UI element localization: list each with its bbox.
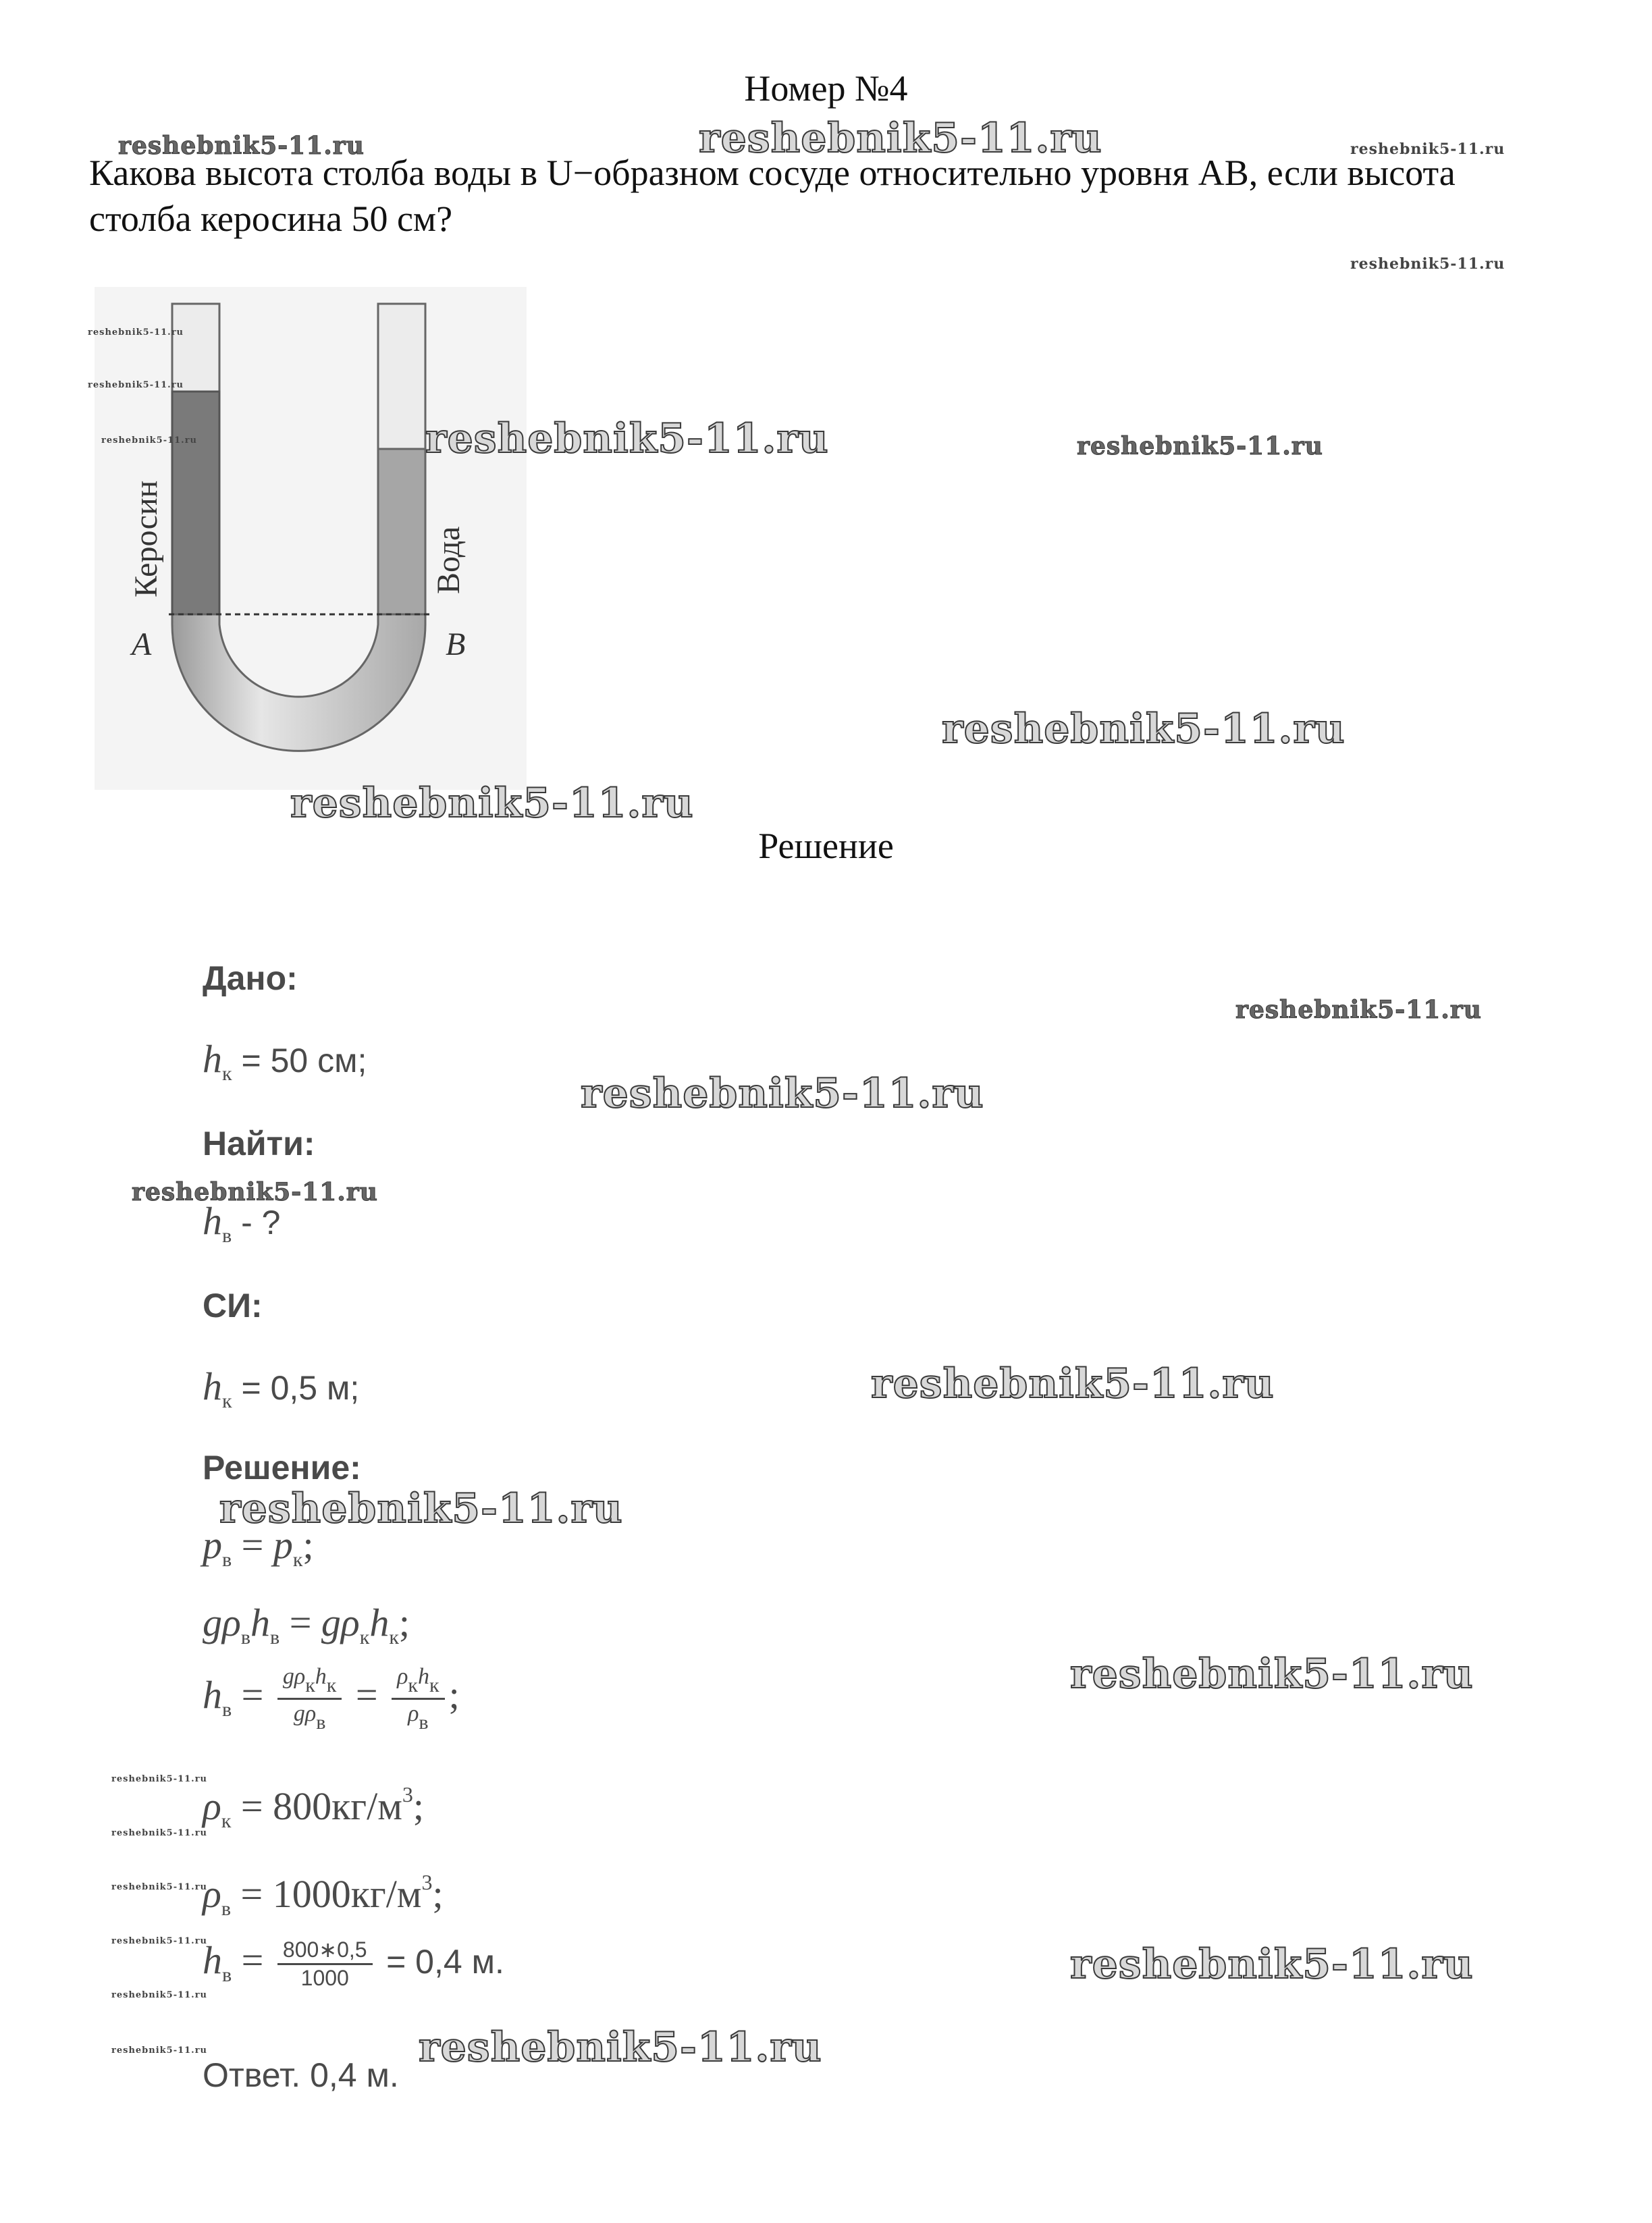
watermark: reshebnik5-11.ru (118, 132, 365, 160)
solution-label: Решение: (203, 1449, 361, 1487)
watermark: reshebnik5-11.ru (1077, 432, 1323, 460)
watermark: reshebnik5-11.ru (419, 2024, 822, 2071)
given-label: Дано: (203, 959, 298, 997)
watermark: reshebnik5-11.ru (1350, 140, 1506, 158)
eq-hydrostatic: $g\rho_вh_в = g\rho_кh_к$; (203, 1601, 410, 1649)
watermark: reshebnik5-11.ru (1350, 255, 1506, 273)
watermark: reshebnik5-11.ru (290, 780, 694, 827)
watermark: reshebnik5-11.ru (111, 2045, 208, 2056)
u-tube-diagram (95, 287, 527, 790)
u-tube-figure (95, 287, 527, 790)
eq-pressure: $p_в = p_к$; (203, 1523, 314, 1571)
watermark: reshebnik5-11.ru (1235, 996, 1482, 1024)
solution-heading: Решение (758, 826, 894, 866)
label-water: Вода (431, 526, 467, 594)
eq-rho-kerosene: $\rho_к = 800кг/м^3$; (203, 1782, 425, 1832)
watermark: reshebnik5-11.ru (871, 1360, 1275, 1408)
right-tube-top (378, 304, 425, 449)
label-point-a: A (132, 626, 152, 662)
watermark: reshebnik5-11.ru (88, 380, 184, 390)
si-label: СИ: (203, 1287, 263, 1324)
watermark: reshebnik5-11.ru (1070, 1941, 1474, 1988)
si-hk: $h_к = 0,5$ м; (203, 1364, 360, 1412)
u-tube-bottom (172, 614, 425, 751)
find-hv: $h_в$ - ? (203, 1199, 281, 1247)
given-hk: $h_к = 50$ см; (203, 1037, 367, 1085)
label-point-b: B (446, 626, 466, 662)
watermark: reshebnik5-11.ru (101, 435, 198, 446)
watermark: reshebnik5-11.ru (132, 1178, 378, 1206)
left-tube-top (172, 304, 219, 392)
watermark: reshebnik5-11.ru (699, 115, 1102, 162)
watermark: reshebnik5-11.ru (942, 705, 1345, 753)
eq-calculation: $h_в$ = $\frac{800∗0,5}{1000}$ = 0,4 м. (203, 1937, 504, 1991)
watermark: reshebnik5-11.ru (88, 327, 184, 338)
eq-rho-water: $\rho_в = 1000кг/м^3$; (203, 1870, 444, 1920)
watermark: reshebnik5-11.ru (111, 1936, 208, 1946)
watermark: reshebnik5-11.ru (111, 1990, 208, 2000)
watermark: reshebnik5-11.ru (219, 1485, 623, 1532)
watermark: reshebnik5-11.ru (1070, 1651, 1474, 1698)
water-column (378, 449, 425, 614)
watermark: reshebnik5-11.ru (425, 415, 829, 462)
kerosene-column (172, 392, 219, 614)
answer-text: Ответ. 0,4 м. (203, 2056, 399, 2094)
watermark: reshebnik5-11.ru (111, 1774, 208, 1784)
problem-text: Какова высота столба воды в U−образном сосуде относительно уровня АВ, если высота столба керосина 50 см? (89, 153, 1456, 239)
watermark: reshebnik5-11.ru (581, 1070, 984, 1117)
find-label: Найти: (203, 1125, 315, 1162)
problem-number: Номер №4 (744, 68, 908, 109)
watermark: reshebnik5-11.ru (111, 1882, 208, 1892)
eq-height-formula: $h_в$ = $\frac{\text{gρкhк}}{\text{gρв}}$ = $\frac{\text{ρкhк}}{\rho в}$ ; (203, 1664, 460, 1734)
label-kerosene: Керосин (128, 480, 164, 597)
watermark: reshebnik5-11.ru (111, 1828, 208, 1838)
